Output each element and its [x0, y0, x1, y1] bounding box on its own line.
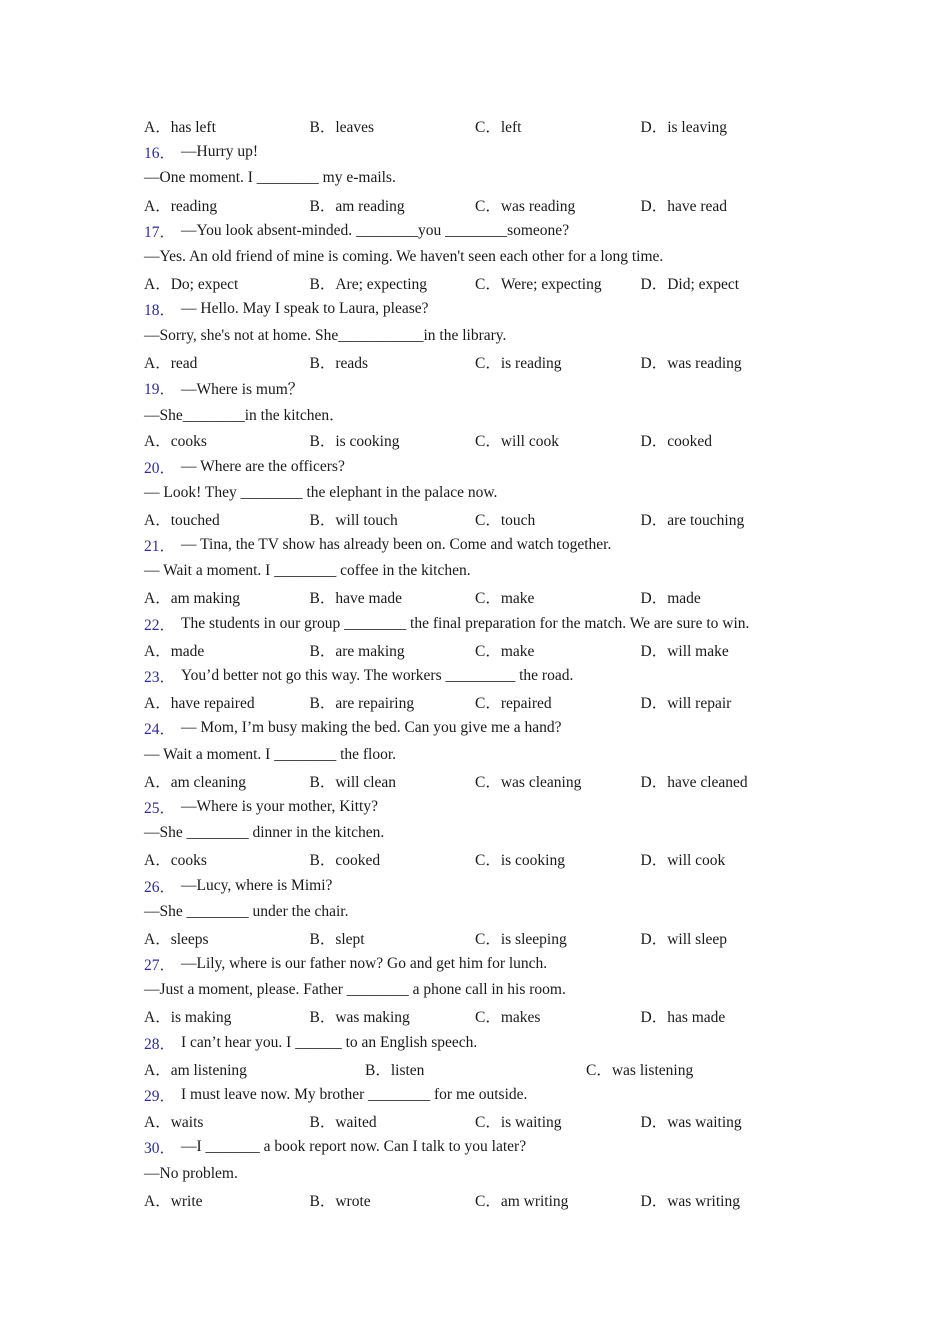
question-response: [144, 480, 824, 506]
question-text: —Hurry up!: [181, 143, 259, 161]
options-row: [144, 1003, 824, 1029]
question-item: [144, 296, 824, 375]
answer-option: B．will clean: [309, 773, 397, 791]
question-text: —Lucy, where is Mimi?: [181, 876, 333, 894]
answer-option: B．is cooking: [309, 433, 400, 451]
answer-option: C．touch: [475, 511, 536, 529]
answer-option: B．reads: [309, 354, 369, 372]
question-number: 23．: [144, 669, 176, 687]
options-row: [144, 192, 824, 218]
answer-option: D．have cleaned: [640, 773, 748, 791]
answer-option: D．cooked: [640, 433, 712, 451]
answer-option: B．are making: [309, 642, 405, 660]
answer-option: D．will make: [640, 642, 729, 660]
answer-option: A．reading: [144, 197, 218, 215]
answer-option: B．wrote: [309, 1192, 371, 1210]
options-row: [144, 113, 824, 139]
answer-option: C．make: [475, 590, 535, 608]
question-text: The students in our group ________ the final preparation for the match. We are sure to win.: [181, 614, 750, 632]
answer-option: A．read: [144, 354, 198, 372]
question-stem: [144, 453, 824, 479]
options-row: [144, 1108, 824, 1134]
answer-option: A．made: [144, 642, 205, 660]
answer-option: A．cooks: [144, 852, 207, 870]
question-item: [144, 611, 824, 663]
question-text: —One moment. I ________ my e-mails.: [144, 169, 396, 187]
question-text: I must leave now. My brother ________ for me outside.: [181, 1086, 528, 1104]
options-row: [144, 768, 824, 794]
question-text: —You look absent-minded. ________you ________someone?: [181, 221, 570, 239]
question-item: [144, 872, 824, 951]
question-response: [144, 558, 824, 584]
question-stem: [144, 872, 824, 898]
answer-option: C．is sleeping: [475, 930, 567, 948]
answer-option: D．will cook: [640, 852, 726, 870]
question-number: 30．: [144, 1140, 176, 1158]
options-row: [144, 349, 824, 375]
answer-option: C．is reading: [475, 354, 562, 372]
question-number: 24．: [144, 721, 176, 739]
answer-option: C．left: [475, 119, 522, 137]
answer-option: C．was cleaning: [475, 773, 582, 791]
question-number: 20．: [144, 459, 176, 477]
answer-option: C．is waiting: [475, 1114, 562, 1132]
question-text: — Wait a moment. I ________ coffee in the kitchen.: [144, 562, 471, 580]
answer-option: C．is cooking: [475, 852, 565, 870]
question-text: — Mom, I’m busy making the bed. Can you give me a hand?: [181, 719, 562, 737]
question-number: 17．: [144, 223, 176, 241]
question-item: [144, 532, 824, 611]
options-row: [144, 846, 824, 872]
answer-option: D．are touching: [640, 511, 745, 529]
answer-option: D．has made: [640, 1009, 726, 1027]
answer-option: A．is making: [144, 1009, 232, 1027]
question-stem: [144, 375, 824, 401]
question-text: —She ________ dinner in the kitchen.: [144, 824, 385, 842]
question-text: — Tina, the TV show has already been on. Come and watch together.: [181, 536, 612, 554]
answer-option: D．was reading: [640, 354, 742, 372]
options-row: [144, 427, 824, 453]
answer-option: B．leaves: [309, 119, 375, 137]
answer-option: C．was listening: [586, 1061, 694, 1079]
question-text: — Where are the officers?: [181, 457, 345, 475]
answer-option: A．am cleaning: [144, 773, 247, 791]
question-text: — Wait a moment. I ________ the floor.: [144, 745, 397, 763]
answer-option: C．Were; expecting: [475, 276, 602, 294]
answer-option: A．touched: [144, 511, 220, 529]
question-stem: [144, 218, 824, 244]
answer-option: B．slept: [309, 930, 365, 948]
answer-option: D．will repair: [640, 695, 732, 713]
options-row: [144, 506, 824, 532]
question-response: [144, 742, 824, 768]
question-stem: [144, 951, 824, 977]
question-number: 29．: [144, 1088, 176, 1106]
answer-option: A．have repaired: [144, 695, 255, 713]
answer-option: A．sleeps: [144, 930, 209, 948]
question-number: 26．: [144, 878, 176, 896]
answer-option: A．am making: [144, 590, 240, 608]
question-text: — Look! They ________ the elephant in the palace now.: [144, 483, 498, 501]
options-row: [144, 637, 824, 663]
answer-option: C．will cook: [475, 433, 559, 451]
question-item: [144, 375, 824, 454]
answer-option: B．are repairing: [309, 695, 415, 713]
answer-option: C．makes: [475, 1009, 541, 1027]
question-number: 28．: [144, 1035, 176, 1053]
question-item: [144, 453, 824, 532]
answer-option: A．waits: [144, 1114, 204, 1132]
question-text: —She ________ under the chair.: [144, 902, 349, 920]
question-response: [144, 244, 824, 270]
question-text: —I _______ a book report now. Can I talk to you later?: [181, 1138, 527, 1156]
question-text: I can’t hear you. I ______ to an English speech.: [181, 1033, 478, 1051]
answer-option: D．have read: [640, 197, 727, 215]
answer-option: B．waited: [309, 1114, 377, 1132]
question-text: —Where is your mother, Kitty?: [181, 797, 378, 815]
answer-option: D．was waiting: [640, 1114, 742, 1132]
answer-option: B．have made: [309, 590, 403, 608]
question-item: [144, 951, 824, 1030]
answer-option: C．repaired: [475, 695, 552, 713]
question-stem: [144, 532, 824, 558]
answer-option: B．am reading: [309, 197, 405, 215]
options-row: [144, 270, 824, 296]
answer-option: A．has left: [144, 119, 216, 137]
question-item: [144, 1030, 824, 1082]
question-text: —Yes. An old friend of mine is coming. We haven't seen each other for a long time.: [144, 248, 664, 266]
question-text: —She________in the kitchen．: [144, 407, 345, 425]
question-response: [144, 820, 824, 846]
question-response: [144, 899, 824, 925]
answer-option: D．made: [640, 590, 701, 608]
options-row: [144, 1056, 824, 1082]
answer-option: A．am listening: [144, 1061, 247, 1079]
question-number: 22．: [144, 616, 176, 634]
question-text: — Hello. May I speak to Laura, please?: [181, 300, 429, 318]
answer-option: B．was making: [309, 1009, 410, 1027]
question-stem: [144, 794, 824, 820]
answer-option: C．make: [475, 642, 535, 660]
question-item: [144, 218, 824, 297]
options-row: [144, 1187, 824, 1213]
question-item: [144, 1082, 824, 1134]
question-text: —Just a moment, please. Father ________ a phone call in his room.: [144, 981, 566, 999]
question-response: [144, 401, 824, 427]
question-item: [144, 139, 824, 218]
answer-option: A．write: [144, 1192, 203, 1210]
question-response: [144, 977, 824, 1003]
answer-option: B．cooked: [309, 852, 381, 870]
answer-option: D．Did; expect: [640, 276, 740, 294]
answer-option: C．am writing: [475, 1192, 569, 1210]
question-stem: [144, 1134, 824, 1160]
question-stem: [144, 611, 824, 637]
answer-option: D．is leaving: [640, 119, 728, 137]
question-stem: [144, 1030, 824, 1056]
options-row: [144, 689, 824, 715]
answer-option: B．will touch: [309, 511, 398, 529]
question-text: —Sorry, she's not at home. She___________in the library.: [144, 326, 507, 344]
answer-option: D．will sleep: [640, 930, 728, 948]
question-text: —Where is mum？: [181, 380, 304, 398]
answer-option: A．Do; expect: [144, 276, 239, 294]
question-response: [144, 165, 824, 191]
question-text: —No problem.: [144, 1164, 238, 1182]
question-stem: [144, 663, 824, 689]
question-number: 21．: [144, 538, 176, 556]
question-item: [144, 794, 824, 873]
question-number: 16．: [144, 145, 176, 163]
answer-option: B．listen: [365, 1061, 425, 1079]
worksheet-page: [144, 113, 824, 1213]
options-row: [144, 925, 824, 951]
answer-option: B．Are; expecting: [309, 276, 428, 294]
question-stem: [144, 1082, 824, 1108]
question-item: [144, 663, 824, 715]
question-text: You’d better not go this way. The workers _________ the road.: [181, 667, 574, 685]
question-number: 18．: [144, 302, 176, 320]
question-response: [144, 323, 824, 349]
question-number: 27．: [144, 957, 176, 975]
question-number: 25．: [144, 799, 176, 817]
question-response: [144, 1161, 824, 1187]
question-item: [144, 1134, 824, 1213]
question-text: —Lily, where is our father now? Go and get him for lunch.: [181, 955, 548, 973]
answer-option: D．was writing: [640, 1192, 740, 1210]
question-number: 19．: [144, 380, 176, 398]
options-row: [144, 584, 824, 610]
question-item: [144, 715, 824, 794]
question-stem: [144, 296, 824, 322]
question-stem: [144, 715, 824, 741]
answer-option: C．was reading: [475, 197, 576, 215]
answer-option: A．cooks: [144, 433, 207, 451]
question-stem: [144, 139, 824, 165]
